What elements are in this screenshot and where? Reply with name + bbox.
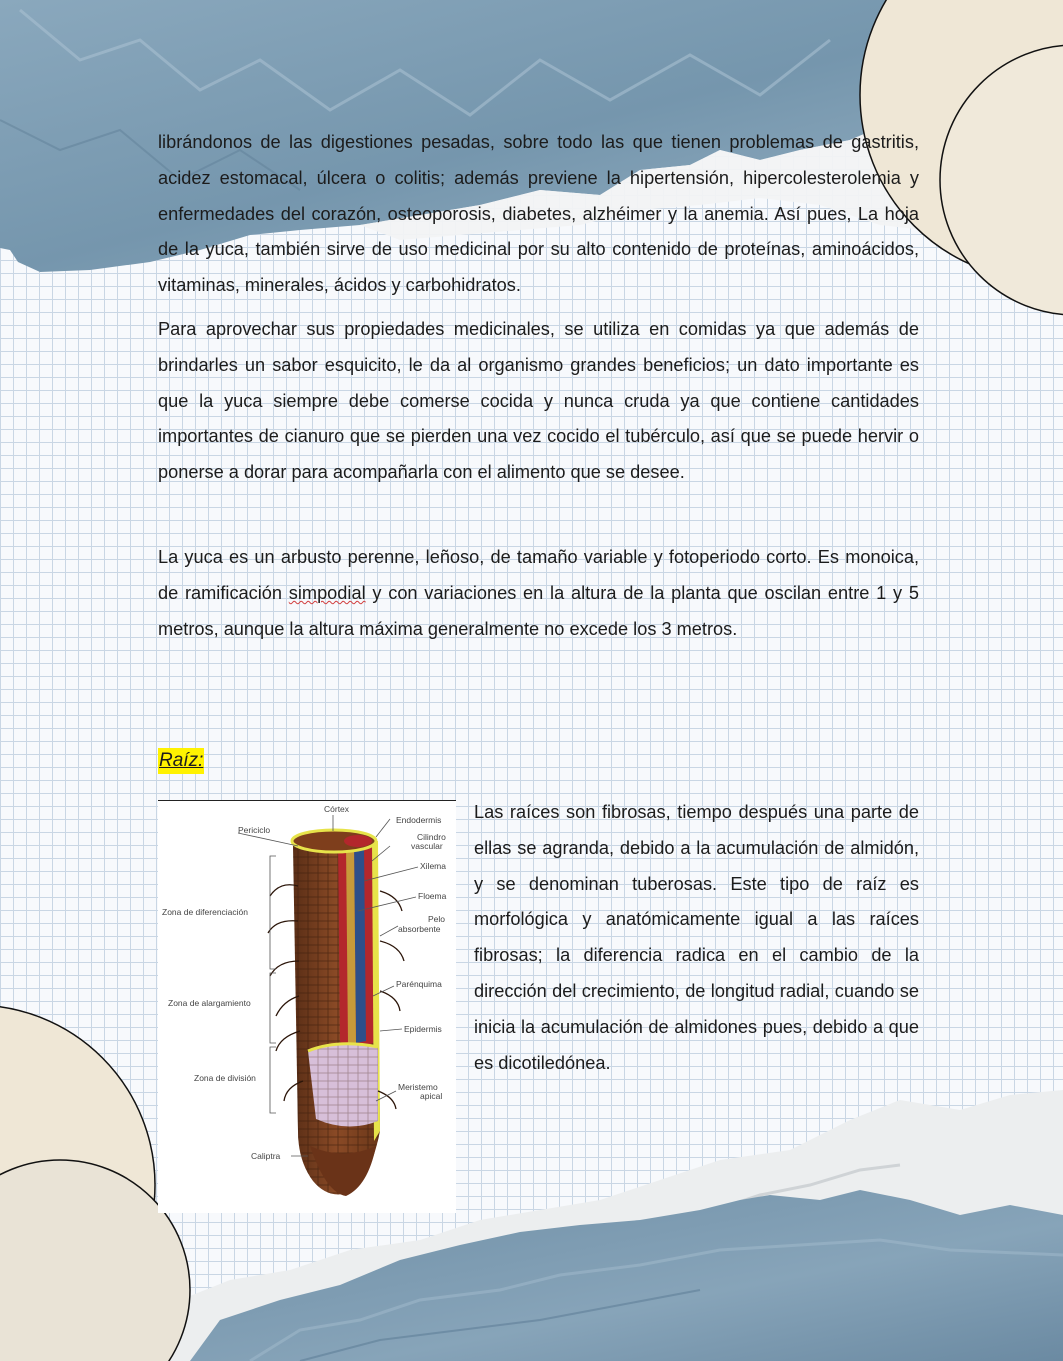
label-epidermis: Epidermis xyxy=(404,1024,442,1034)
spellcheck-flagged-word[interactable]: simpodial xyxy=(288,582,366,603)
paragraph-description-end: y con variaciones en la altura de la planta que oscilan entre 1 y 5 metros, aunque la altura máxima generalmente no excede los 3 metros. xyxy=(158,582,919,639)
root-illustration xyxy=(158,801,456,1211)
label-pelo-2: absorbente xyxy=(398,924,441,934)
label-zona-diferenciacion: Zona de diferenciación xyxy=(162,907,249,917)
label-caliptra: Caliptra xyxy=(251,1151,281,1161)
label-periciclo: Periciclo xyxy=(238,825,271,835)
label-meristemo-2: apical xyxy=(420,1091,443,1101)
label-parenquima: Parénquima xyxy=(396,979,442,989)
section-heading-raiz: Raíz: xyxy=(158,748,204,774)
label-zona-division: Zona de división xyxy=(194,1073,256,1083)
label-xilema: Xilema xyxy=(420,861,446,871)
paragraph-description xyxy=(158,540,919,647)
label-pelo-1: Pelo xyxy=(428,914,446,924)
label-cortex: Córtex xyxy=(324,804,350,814)
label-cilindro-2: vascular xyxy=(411,841,443,851)
root-structure-diagram xyxy=(158,800,456,1213)
label-endodermis: Endodermis xyxy=(396,815,442,825)
label-meristemo-1: Meristemo xyxy=(398,1082,438,1092)
paragraph-description-start: La yuca es un arbusto perenne, leñoso, de tamaño variable y fotoperiodo corto. Es monoica, de ramificación xyxy=(158,547,919,603)
paragraph-root: Las raíces son fibrosas, tiempo después una parte de ellas se agranda, debido a la acumulación de almidón, y se denominan tuberosas. Este tipo de raíz es morfológica y anatómicamente igual a las raíces fibrosas; la diferencia radica en el cambio de la dirección del crecimiento, de longitud radial, cuando se inicia la acumulación de almidones pues, debido a que es dicotiledónea. xyxy=(474,802,919,1073)
paragraph-benefits: librándonos de las digestiones pesadas, sobre todo las que tienen problemas de gastritis, acidez estomacal, úlcera o colitis; además previene la hipertensión, hipercolesterolemia y enfermedades del corazón, osteoporosis, diabetes, alzhéimer y la anemia. Así pues, La hoja de la yuca, también sirve de uso medicinal por su alto contenido de proteínas, aminoácidos, vitaminas, minerales, ácidos y carbohidratos. xyxy=(158,132,919,296)
paragraph-preparation: Para aprovechar sus propiedades medicinales, se utiliza en comidas ya que además de brindarles un sabor esquicito, le da al organismo grandes beneficios; un dato importante es que la yuca siempre debe comerse cocida y nunca cruda ya que contiene cantidades importantes de cianuro que se pierden una vez cocido el tubérculo, así que se puede hervir o ponerse a dorar para acompañarla con el alimento que se desee. xyxy=(158,319,919,483)
label-cilindro-1: Cilindro xyxy=(417,832,446,842)
label-zona-alargamiento: Zona de alargamiento xyxy=(168,998,251,1008)
label-floema: Floema xyxy=(418,891,447,901)
